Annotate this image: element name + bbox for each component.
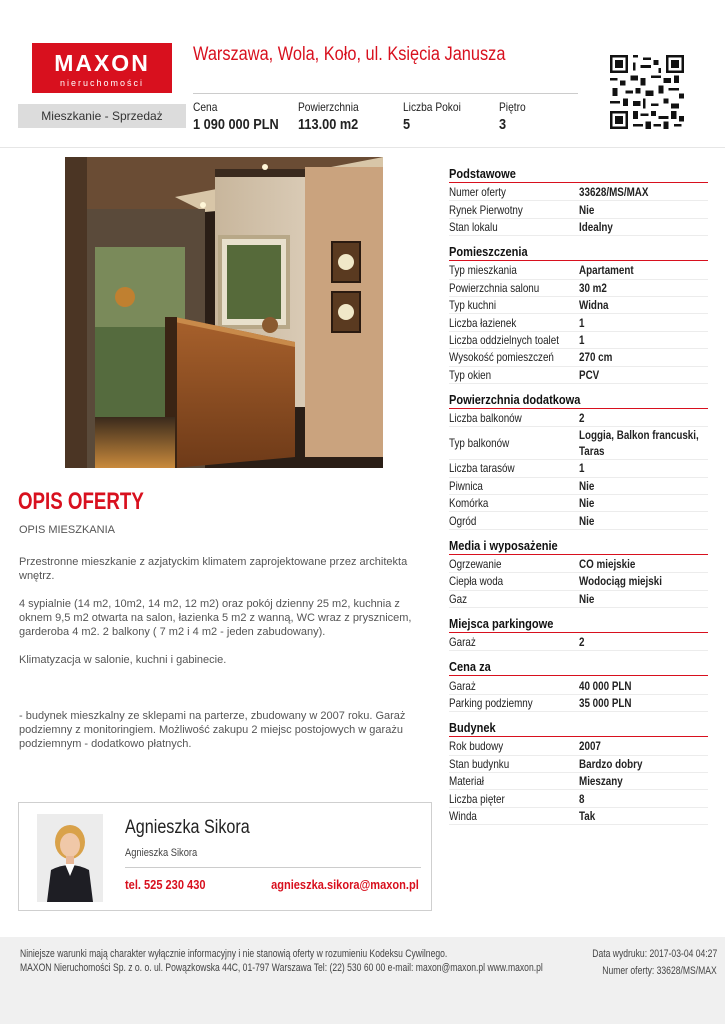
- details-row: [449, 495, 708, 512]
- property-type-badge: Mieszkanie - Sprzedaż: [18, 104, 186, 128]
- details-row-value-text: Nie: [579, 496, 595, 511]
- details-row-key-text: Liczba łazienek: [449, 315, 517, 330]
- details-section-title-text: Pomieszczenia: [449, 244, 528, 260]
- details-row-key: [449, 496, 579, 510]
- details-row-key-text: Typ mieszkania: [449, 263, 517, 278]
- details-row: [449, 219, 708, 236]
- details-section-title-text: Miejsca parkingowe: [449, 616, 554, 632]
- details-row: [449, 512, 708, 529]
- details-row-value-text: Tak: [579, 808, 596, 823]
- details-row-value-text: 1: [579, 332, 585, 347]
- details-row-value: [579, 573, 708, 589]
- details-row: [449, 332, 708, 349]
- description-paragraph: OPIS MIESZKANIA: [19, 524, 115, 536]
- details-row-key: [449, 809, 579, 823]
- details-row: [449, 773, 708, 790]
- details-row: [449, 573, 708, 590]
- details-row-key: [449, 696, 579, 710]
- details-section-title-text: Cena za: [449, 659, 491, 675]
- stat-label: Cena: [193, 100, 218, 114]
- details-row-key-text: Ciepła woda: [449, 574, 504, 589]
- details-row-key-text: Typ okien: [449, 367, 492, 382]
- details-row-value: [579, 219, 708, 235]
- details-row-key: [449, 557, 579, 571]
- description-paragraph: - budynek mieszkalny ze sklepami na parterze, zbudowany w 2007 roku. Garaż podziemny z monitoringiem. Możliwość zakupu 2 miejsc postojowych w garażu podziemnym - dodatkowo płatnych.: [19, 710, 406, 750]
- details-section-title: [449, 392, 708, 409]
- details-row-key-text: Ogród: [449, 513, 477, 528]
- details-section-title: [449, 538, 708, 555]
- details-section: [449, 166, 708, 236]
- description-paragraph: 4 sypialnie (14 m2, 10m2, 14 m2, 12 m2) oraz pokój dzienny 25 m2, kuchnia z oknem 9,5 m2 otwarta na salon, łazienka 5 m2 z wanną, WC wraz z prysznicem, garderoba 4 m2. 2 balkony ( 7 m2 i 4 m2 - jeden zabudowany).: [19, 598, 412, 638]
- details-section: [449, 659, 708, 712]
- details-row-value-text: 8: [579, 791, 585, 806]
- agent-name: Agnieszka Sikora: [125, 817, 250, 838]
- details-row-key-text: Materiał: [449, 774, 485, 789]
- details-row-value-text: Loggia, Balkon francuski, Taras: [579, 428, 699, 459]
- details-row-key-text: Winda: [449, 808, 477, 823]
- footer-disclaimer: Niniejsze warunki mają charakter wyłącznie informacyjny i nie stanowią oferty w rozumieniu Kodeksu Cywilnego.: [20, 948, 448, 960]
- details-row-key: [449, 185, 579, 199]
- interior-image: [65, 157, 383, 468]
- details-section-title-text: Powierzchnia dodatkowa: [449, 391, 581, 407]
- details-row-key-text: Garaż: [449, 678, 476, 693]
- details-row: [449, 280, 708, 297]
- details-row: [449, 808, 708, 825]
- details-row-key-text: Typ balkonów: [449, 436, 510, 451]
- details-row-key: [449, 574, 579, 588]
- details-row-key: [449, 203, 579, 217]
- details-section-title-text: Budynek: [449, 720, 496, 736]
- details-row-value-text: Apartament: [579, 263, 634, 278]
- details-section-title: [449, 659, 708, 676]
- footer-print-date: Data wydruku: 2017-03-04 04:27: [592, 948, 717, 960]
- details-row-value-text: 35 000 PLN: [579, 696, 632, 710]
- stat-value: 1 090 000 PLN: [193, 116, 279, 133]
- maxon-logo[interactable]: [32, 43, 172, 93]
- details-row-key: [449, 514, 579, 528]
- details-row-value: [579, 332, 708, 348]
- details-row-value: [579, 367, 708, 383]
- details-row: [449, 367, 708, 384]
- agent-subtitle: Agnieszka Sikora: [125, 847, 198, 859]
- details-section: [449, 244, 708, 384]
- details-row: [449, 349, 708, 366]
- details-row-key-text: Piwnica: [449, 478, 483, 493]
- details-row-value: [579, 262, 708, 278]
- details-row-key-text: Ogrzewanie: [449, 557, 502, 572]
- details-row-key-text: Rok budowy: [449, 739, 504, 754]
- details-row-value-text: Widna: [579, 298, 609, 313]
- property-address: Warszawa, Wola, Koło, ul. Księcia Janusza: [193, 44, 506, 65]
- details-row: [449, 460, 708, 477]
- details-row-key: [449, 298, 579, 312]
- details-row: [449, 591, 708, 608]
- details-row-key: [449, 461, 579, 475]
- header-divider: [193, 93, 578, 94]
- details-row-value: [579, 756, 708, 772]
- description-paragraph: Przestronne mieszkanie z azjatyckim klimatem zaprojektowane przez architekta wnętrz.: [19, 556, 408, 582]
- details-row-key-text: Liczba oddzielnych toalet: [449, 332, 559, 347]
- details-row-key-text: Wysokość pomieszczeń: [449, 350, 554, 365]
- details-panel: [449, 166, 708, 833]
- details-section-title-text: Podstawowe: [449, 166, 516, 181]
- details-row-value-text: PCV: [579, 367, 600, 382]
- stat-value: 5: [403, 116, 411, 133]
- details-row-key: [449, 368, 579, 382]
- details-row-value: [579, 678, 708, 694]
- details-row-value: [579, 634, 708, 650]
- details-row-value: [579, 427, 708, 459]
- details-section: [449, 720, 708, 825]
- details-row-value-text: Wodociąg miejski: [579, 574, 662, 589]
- details-row-key: [449, 792, 579, 806]
- details-section-title: [449, 720, 708, 737]
- details-row-key-text: Liczba balkonów: [449, 411, 522, 426]
- details-row-key-text: Komórka: [449, 496, 489, 511]
- stat-value: 3: [499, 116, 507, 133]
- details-row-value-text: Nie: [579, 591, 595, 606]
- stat-area: [298, 100, 369, 133]
- details-section-title: [449, 616, 708, 633]
- details-row-key-text: Stan lokalu: [449, 219, 498, 234]
- stat-price: [193, 100, 294, 133]
- details-row-value: [579, 280, 708, 296]
- details-row-value-text: 270 cm: [579, 350, 613, 365]
- details-row: [449, 556, 708, 573]
- details-row-value-text: 2: [579, 411, 585, 426]
- details-row-value: [579, 349, 708, 365]
- details-section: [449, 616, 708, 651]
- agent-email-link[interactable]: agnieszka.sikora@maxon.pl: [271, 877, 419, 892]
- details-row-key-text: Stan budynku: [449, 756, 510, 771]
- details-row-value: [579, 297, 708, 313]
- details-row-key: [449, 757, 579, 771]
- details-row-key-text: Typ kuchni: [449, 298, 497, 313]
- details-row-value: [579, 460, 708, 476]
- details-row-key: [449, 479, 579, 493]
- details-section: [449, 538, 708, 608]
- details-row-value-text: 2007: [579, 739, 601, 754]
- details-row-key: [449, 411, 579, 425]
- agent-avatar: [37, 814, 103, 902]
- details-row: [449, 738, 708, 755]
- details-row-key: [449, 739, 579, 753]
- description-body: [19, 523, 419, 765]
- details-row-value: [579, 513, 708, 529]
- header: [0, 0, 725, 148]
- details-row-key: [449, 350, 579, 364]
- details-row-value: [579, 808, 708, 824]
- details-row-value: [579, 410, 708, 426]
- stat-label: Powierzchnia: [298, 100, 359, 114]
- details-row-value-text: 33628/MS/MAX: [579, 185, 649, 200]
- details-row-key: [449, 316, 579, 330]
- details-section-title: [449, 166, 708, 183]
- stat-value: 113.00 m2: [298, 116, 359, 133]
- details-row-value: [579, 773, 708, 789]
- details-row: [449, 184, 708, 201]
- agent-phone-link[interactable]: tel. 525 230 430: [125, 877, 206, 892]
- details-row: [449, 297, 708, 314]
- details-row-value: [579, 556, 708, 572]
- details-row-value-text: Bardzo dobry: [579, 756, 643, 771]
- details-row-value-text: Mieszany: [579, 774, 623, 789]
- details-row-value-text: 40 000 PLN: [579, 678, 632, 693]
- details-row-key: [449, 436, 579, 450]
- description-title: OPIS OFERTY: [18, 488, 144, 515]
- details-row-key-text: Liczba pięter: [449, 791, 505, 806]
- stat-rooms: [403, 100, 471, 133]
- details-row-value: [579, 478, 708, 494]
- details-row: [449, 201, 708, 218]
- agent-divider: [125, 867, 421, 868]
- details-row: [449, 677, 708, 694]
- details-row-key: [449, 333, 579, 347]
- details-row-value-text: 1: [579, 461, 585, 476]
- details-row-value-text: CO miejskie: [579, 557, 636, 572]
- details-row: [449, 756, 708, 773]
- details-row-value-text: Nie: [579, 478, 595, 493]
- details-section-title: [449, 244, 708, 261]
- details-row-value: [579, 315, 708, 331]
- logo-sub: nieruchomości: [59, 78, 145, 88]
- details-row-key-text: Liczba tarasów: [449, 461, 515, 476]
- details-row: [449, 790, 708, 807]
- details-row-value-text: 30 m2: [579, 280, 607, 295]
- stat-label: Liczba Pokoi: [403, 100, 461, 114]
- footer-company: MAXON Nieruchomości Sp. z o. o. ul. Powązkowska 44C, 01-797 Warszawa Tel: (22) 530 60 00 e-mail: maxon@maxon.pl www.maxon.pl: [20, 962, 543, 974]
- details-row-value-text: Nie: [579, 513, 595, 528]
- stat-label: Piętro: [499, 100, 526, 114]
- details-row-value: [579, 184, 708, 200]
- details-row-key-text: Parking podziemny: [449, 696, 533, 710]
- footer: [0, 937, 725, 1024]
- details-row: [449, 695, 708, 712]
- details-row-key: [449, 774, 579, 788]
- details-row-key: [449, 679, 579, 693]
- details-row-value-text: 1: [579, 315, 585, 330]
- details-row-value-text: 2: [579, 635, 585, 650]
- details-row-key-text: Garaż: [449, 635, 476, 650]
- details-row-value: [579, 738, 708, 754]
- stat-floor: [499, 100, 530, 133]
- details-row: [449, 262, 708, 279]
- details-row-key: [449, 220, 579, 234]
- description-paragraph: Klimatyzacja w salonie, kuchni i gabinecie.: [19, 654, 227, 666]
- property-photo[interactable]: [65, 157, 383, 468]
- details-row-value: [579, 495, 708, 511]
- details-row-value-text: Nie: [579, 202, 595, 217]
- details-row-key-text: Rynek Pierwotny: [449, 202, 523, 217]
- details-row: [449, 478, 708, 495]
- details-row-value: [579, 695, 708, 711]
- details-row-key-text: Gaz: [449, 591, 468, 606]
- details-row-value: [579, 202, 708, 218]
- agent-portrait: [37, 814, 103, 902]
- details-row: [449, 410, 708, 427]
- agent-card: [18, 802, 432, 911]
- details-section-title-text: Media i wyposażenie: [449, 537, 558, 553]
- details-row-value: [579, 791, 708, 807]
- details-row-key: [449, 635, 579, 649]
- details-section: [449, 392, 708, 530]
- details-row-value-text: Idealny: [579, 219, 613, 234]
- details-row-key-text: Powierzchnia salonu: [449, 280, 540, 295]
- details-row: [449, 427, 708, 460]
- details-row: [449, 314, 708, 331]
- logo-main: MAXON: [54, 50, 150, 76]
- details-row: [449, 634, 708, 651]
- details-row-key: [449, 592, 579, 606]
- details-row-key: [449, 281, 579, 295]
- details-row-key: [449, 263, 579, 277]
- details-row-value: [579, 591, 708, 607]
- qr-code-icon[interactable]: [610, 55, 684, 129]
- footer-offer-number: Numer oferty: 33628/MS/MAX: [602, 965, 717, 977]
- details-row-key-text: Numer oferty: [449, 185, 506, 200]
